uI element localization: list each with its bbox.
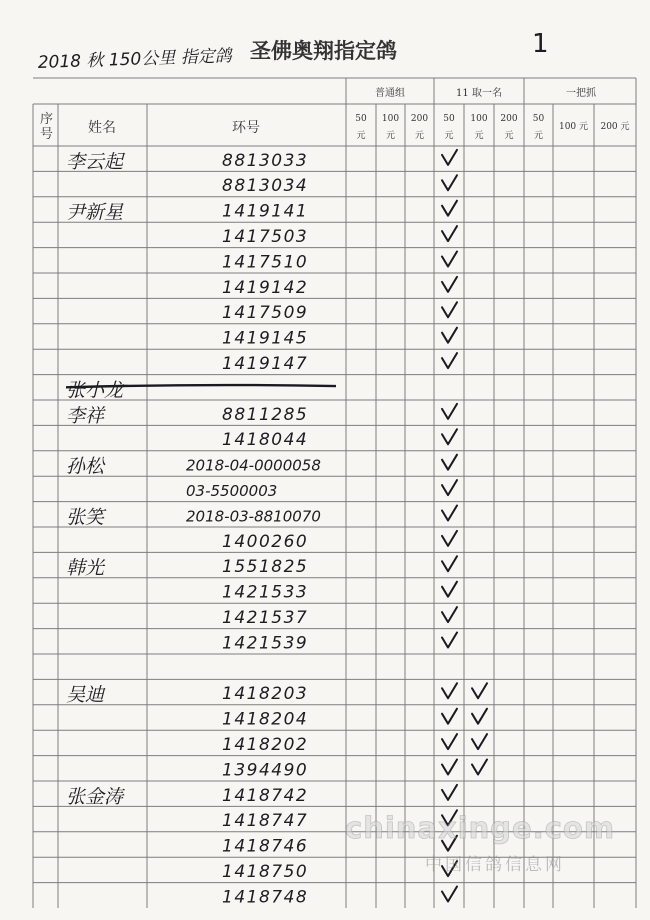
- table-header: [40, 86, 630, 142]
- printed-title: 圣佛奥翔指定鸽: [250, 38, 397, 63]
- table-row: [66, 455, 457, 478]
- check-mark: [442, 886, 457, 901]
- amount-header: 200: [410, 114, 429, 124]
- check-mark: [442, 455, 457, 470]
- eleven-group-header: 11 取一名: [456, 88, 502, 99]
- seq-header-char-1: 序: [40, 112, 54, 127]
- table-row: [66, 556, 457, 579]
- ring-number: 1417510: [222, 252, 309, 273]
- table-row: [222, 175, 457, 196]
- check-mark: [442, 709, 457, 724]
- check-mark: [442, 683, 457, 698]
- check-mark: [442, 251, 457, 266]
- ring-number: 1419142: [222, 277, 309, 298]
- amount-header: 50: [355, 114, 367, 124]
- table-row: [66, 785, 457, 808]
- ring-number: 1418742: [222, 785, 309, 806]
- watermark-domain: chinaxinge.com: [345, 811, 616, 845]
- amount-unit: 元: [385, 131, 396, 141]
- ring-number: 2018-04-0000058: [186, 456, 321, 475]
- amount-unit: 元: [533, 131, 544, 141]
- owner-name: 张小龙: [66, 379, 124, 402]
- table-row: [222, 328, 457, 349]
- check-mark: [472, 683, 487, 698]
- table-row: [66, 150, 457, 173]
- ring-number: 8813034: [222, 176, 309, 197]
- ring-number: 03-5500003: [186, 482, 278, 501]
- ring-number: 1417503: [222, 227, 309, 248]
- owner-name: 吴迪: [66, 684, 105, 707]
- owner-name: 尹新星: [66, 201, 124, 224]
- ring-number: 1418204: [222, 709, 309, 730]
- ring-number: 8811285: [222, 404, 309, 425]
- ring-number: 1418750: [222, 862, 309, 883]
- normal-group-header: 普通组: [375, 88, 405, 99]
- watermark: [345, 811, 615, 875]
- amount-unit: 元: [356, 131, 366, 141]
- strike-through-line: [66, 385, 336, 387]
- check-mark: [442, 201, 457, 216]
- table-row: [222, 226, 457, 247]
- table-row: [222, 302, 457, 323]
- check-mark: [472, 759, 487, 774]
- amount-header: 200 元: [600, 122, 630, 132]
- entry-rows: [66, 150, 487, 908]
- amount-header: 200: [500, 114, 518, 124]
- table-row: [66, 201, 457, 224]
- table-row: [66, 505, 457, 528]
- ring-number: 1418203: [222, 684, 309, 705]
- ring-number: 1419141: [222, 201, 309, 222]
- check-mark: [442, 607, 457, 622]
- amount-unit: 元: [474, 131, 484, 141]
- amount-header: 50: [532, 114, 545, 124]
- check-mark: [442, 429, 457, 444]
- owner-name: 韩光: [66, 557, 105, 580]
- table-row: [222, 429, 457, 450]
- seq-header: [40, 111, 57, 142]
- amount-unit: 元: [444, 131, 454, 141]
- watermark-site-name: 中国信鸽信息网: [425, 855, 565, 875]
- grab-group-header: 一把抓: [566, 88, 596, 99]
- amount-header: 100: [381, 114, 400, 124]
- owner-name: 李云起: [66, 150, 124, 173]
- owner-name: 李祥: [66, 404, 105, 427]
- check-mark: [442, 150, 457, 165]
- table-row: [222, 582, 457, 603]
- table-row: [222, 709, 487, 730]
- check-mark: [442, 277, 457, 292]
- table-row: [66, 683, 487, 706]
- table-row: [222, 861, 457, 882]
- handwritten-title: 2018 秋 150公里 指定鸽: [37, 46, 232, 73]
- check-mark: [442, 531, 457, 546]
- check-mark: [442, 759, 457, 774]
- ring-number: 1419145: [222, 328, 309, 349]
- amount-header: 50: [443, 114, 455, 124]
- ring-number: 2018-03-8810070: [186, 507, 321, 526]
- ring-number: 1400260: [222, 531, 309, 552]
- check-mark: [442, 226, 457, 241]
- ring-number: 1394490: [222, 760, 309, 781]
- owner-name: 张笑: [66, 506, 105, 529]
- ring-number: 1418746: [222, 836, 309, 857]
- check-mark: [442, 785, 457, 800]
- table-row: [222, 607, 457, 628]
- amount-unit: 元: [414, 131, 425, 141]
- check-mark: [442, 582, 457, 597]
- amount-unit: 元: [504, 131, 514, 141]
- table-row: [66, 404, 457, 427]
- table-row: [222, 531, 457, 552]
- check-mark: [442, 556, 457, 571]
- amount-header: 100: [470, 114, 488, 124]
- check-mark: [442, 480, 457, 495]
- table-row: [222, 251, 457, 272]
- table-row: [222, 886, 457, 907]
- check-mark: [442, 404, 457, 419]
- ring-number: 8813033: [222, 150, 309, 171]
- seq-header-char-2: 号: [40, 127, 54, 142]
- check-mark: [442, 632, 457, 647]
- ring-number: 1418747: [222, 811, 309, 832]
- ring-number: 1417509: [222, 303, 309, 324]
- ring-number: 1418202: [222, 735, 309, 756]
- check-mark: [442, 353, 457, 368]
- check-mark: [442, 505, 457, 520]
- table-row: [222, 734, 487, 755]
- table-row: [66, 379, 336, 401]
- ring-number: 1421533: [222, 582, 309, 603]
- owner-name: 孙松: [66, 455, 105, 478]
- check-mark: [442, 734, 457, 749]
- check-mark: [472, 734, 487, 749]
- table-row: [222, 759, 487, 780]
- name-header: 姓名: [88, 120, 116, 136]
- owner-name: 张金涛: [66, 785, 124, 808]
- table-row: [222, 277, 457, 298]
- amount-header: 100 元: [558, 122, 589, 132]
- ring-number: 1421537: [222, 608, 309, 629]
- ring-number: 1551825: [222, 557, 309, 578]
- table-row: [186, 480, 457, 500]
- ring-number: 1418748: [222, 887, 309, 908]
- ring-header: 环号: [232, 120, 260, 136]
- page-number: 1: [532, 29, 549, 59]
- ring-number: 1419147: [222, 354, 309, 375]
- table-grid: [33, 78, 636, 908]
- check-mark: [442, 328, 457, 343]
- table-row: [222, 353, 457, 374]
- ring-number: 1418044: [222, 430, 309, 451]
- check-mark: [442, 302, 457, 317]
- ring-number: 1421539: [222, 633, 309, 654]
- table-row: [222, 632, 457, 653]
- check-mark: [442, 175, 457, 190]
- check-mark: [472, 709, 487, 724]
